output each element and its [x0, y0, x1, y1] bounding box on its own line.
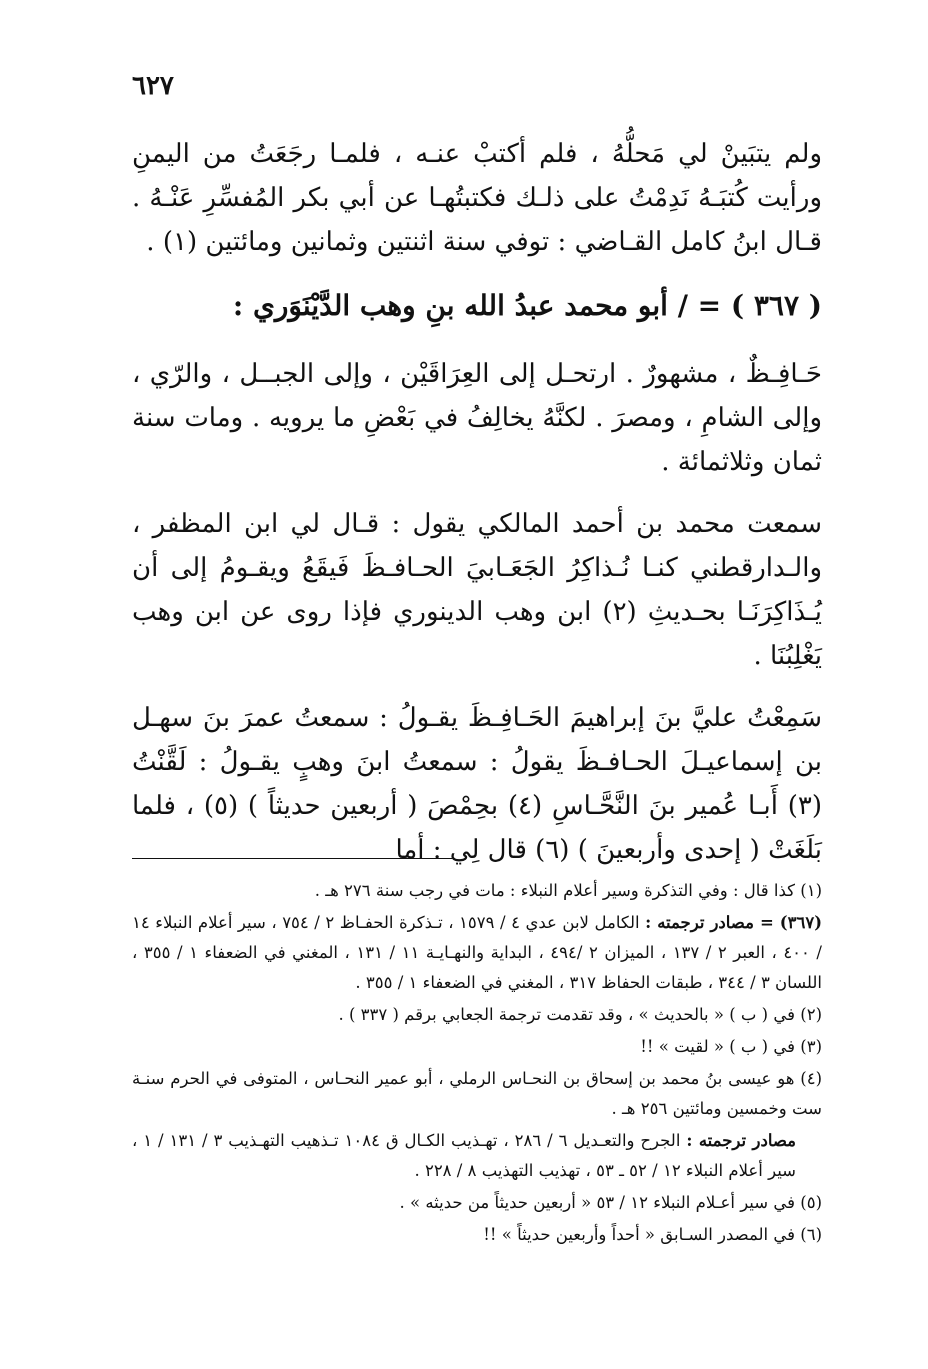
footnote-2: (٢) في ( ب ) « بالحديث » ، وقد تقدمت ترجمة الجعابي برقم ( ٣٣٧ ) . [338, 1005, 822, 1024]
footnote-5: (٥) في سير أعـلام النبلاء ١٢ / ٥٣ « أربعين حديثاً من حديثه » . [399, 1193, 822, 1212]
page-number: ٦٢٧ [132, 71, 174, 101]
paragraph-2: حَـافِـظٌ ، مشهورٌ . ارتحـل إلى العِرَاقَيْن ، وإلى الجبــل ، والرّي ، وإلى الشامِ ، ومصرَ . لكنَّهُ يخالِفُ في بَعْضِ ما يرويه . ومات سنة ثمان وثلاثمائة . [132, 359, 822, 477]
footnote-6: (٦) في المصدر السـابق « أحداً وأربعين حديثاً » !! [483, 1225, 822, 1244]
paragraph-4: سَمِعْتُ عليَّ بنَ إبراهيمَ الحَـافِـظَ يقـولُ : سمعتُ عمرَ بنَ سهـل بن إسماعيـلَ الحـافـظَ يقولُ : سمعتُ ابنَ وهبٍ يقـولُ : لَقَّنْتُ (٣) أَبـا عُمير بنَ النَّحَّـاسِ (٤) بحِمْصَ ( أربعين حديثاً ) (٥) ، فلما بَلَغَتْ ( إحدى وأربعينَ ) (٦) قال لِي : أما [132, 703, 822, 865]
footnote-4-sources [132, 1126, 822, 1186]
entry-heading: ( ٣٦٧ ) = / أبو محمد عبدُ الله بنِ وهب الدَّيْنَوَري : [232, 289, 822, 322]
paragraph-1: ولم يتبَينْ لي مَحلُّهُ ، فلم أكتبْ عنـه ، فلمـا رجَعَتُ من اليمنِ ورأيت كُتبَـهُ نَدِمْتُ على ذلـك فكتبتُهـا عن أبي بكر المُفسِّرِ عَنْـهُ . قـال ابنُ كامل القـاضي : توفي سنة اثنتين وثمانين ومائتين (١) . [132, 139, 822, 257]
footnote-separator [132, 858, 452, 859]
main-text [132, 132, 822, 888]
paragraph-3: سمعت محمد بن أحمد المالكي يقول : قـال لي ابن المظفر ، والـدارقطني كنـا نُـذاكِرُ الجَعَـابيَ الحـافـظَ فَيقَعُ ويقـومُ إلى أن يُـذَاكِرَنَـا بحـديثِ (٢) ابن وهب الدينوري فإذا روى عن ابن وهب يَغْلِبُنَا . [132, 509, 822, 671]
footnote-367-text: الكامل لابن عدي ٤ / ١٥٧٩ ، تـذكرة الحفـاظ ٢ / ٧٥٤ ، سير أعلام النبلاء ١٤ / ٤٠٠ ، العبر ٢ / ١٣٧ ، الميزان ٢ /٤٩٤ ، البداية والنهـايـة ١١ / ١٣١ ، المغني في الضعفاء ١ / ٣٥٥ ، اللسان ٣ / ٣٤٤ ، طبقات الحفاظ ٣١٧ ، المغني في الضعفاء ١ / ٣٥٥ . [132, 913, 822, 992]
footnote-367 [132, 908, 822, 998]
footnote-367-label: (٣٦٧) = مصادر ترجمته : [645, 913, 823, 932]
footnote-1: (١) كذا قال : وفي التذكرة وسير أعلام النبلاء : مات في رجب سنة ٢٧٦ هـ . [314, 881, 822, 900]
footnote-4: (٤) هو عيسى بنُ محمد بن إسحاق بن النحـاس الرملي ، أبو عمير النحـاس ، المتوفى في الحرم سنـة ست وخمسين ومائتين ٢٥٦ هـ . [132, 1069, 822, 1118]
footnotes [132, 876, 822, 1252]
footnote-4-sources-label: مصادر ترجمته : [686, 1131, 796, 1150]
footnote-3: (٣) في ( ب ) « لقيت » !! [640, 1037, 822, 1056]
footnote-4-sources-text: الجرح والتعـديل ٦ / ٢٨٦ ، تهـذيب الكـال ق ١٠٨٤ تـذهيب التهـذيب ٣ / ١٣١ / ١ ، سير أعلام النبلاء ١٢ / ٥٢ ـ ٥٣ ، تهذيب التهذيب ٨ / ٢٢٨ . [132, 1131, 796, 1180]
